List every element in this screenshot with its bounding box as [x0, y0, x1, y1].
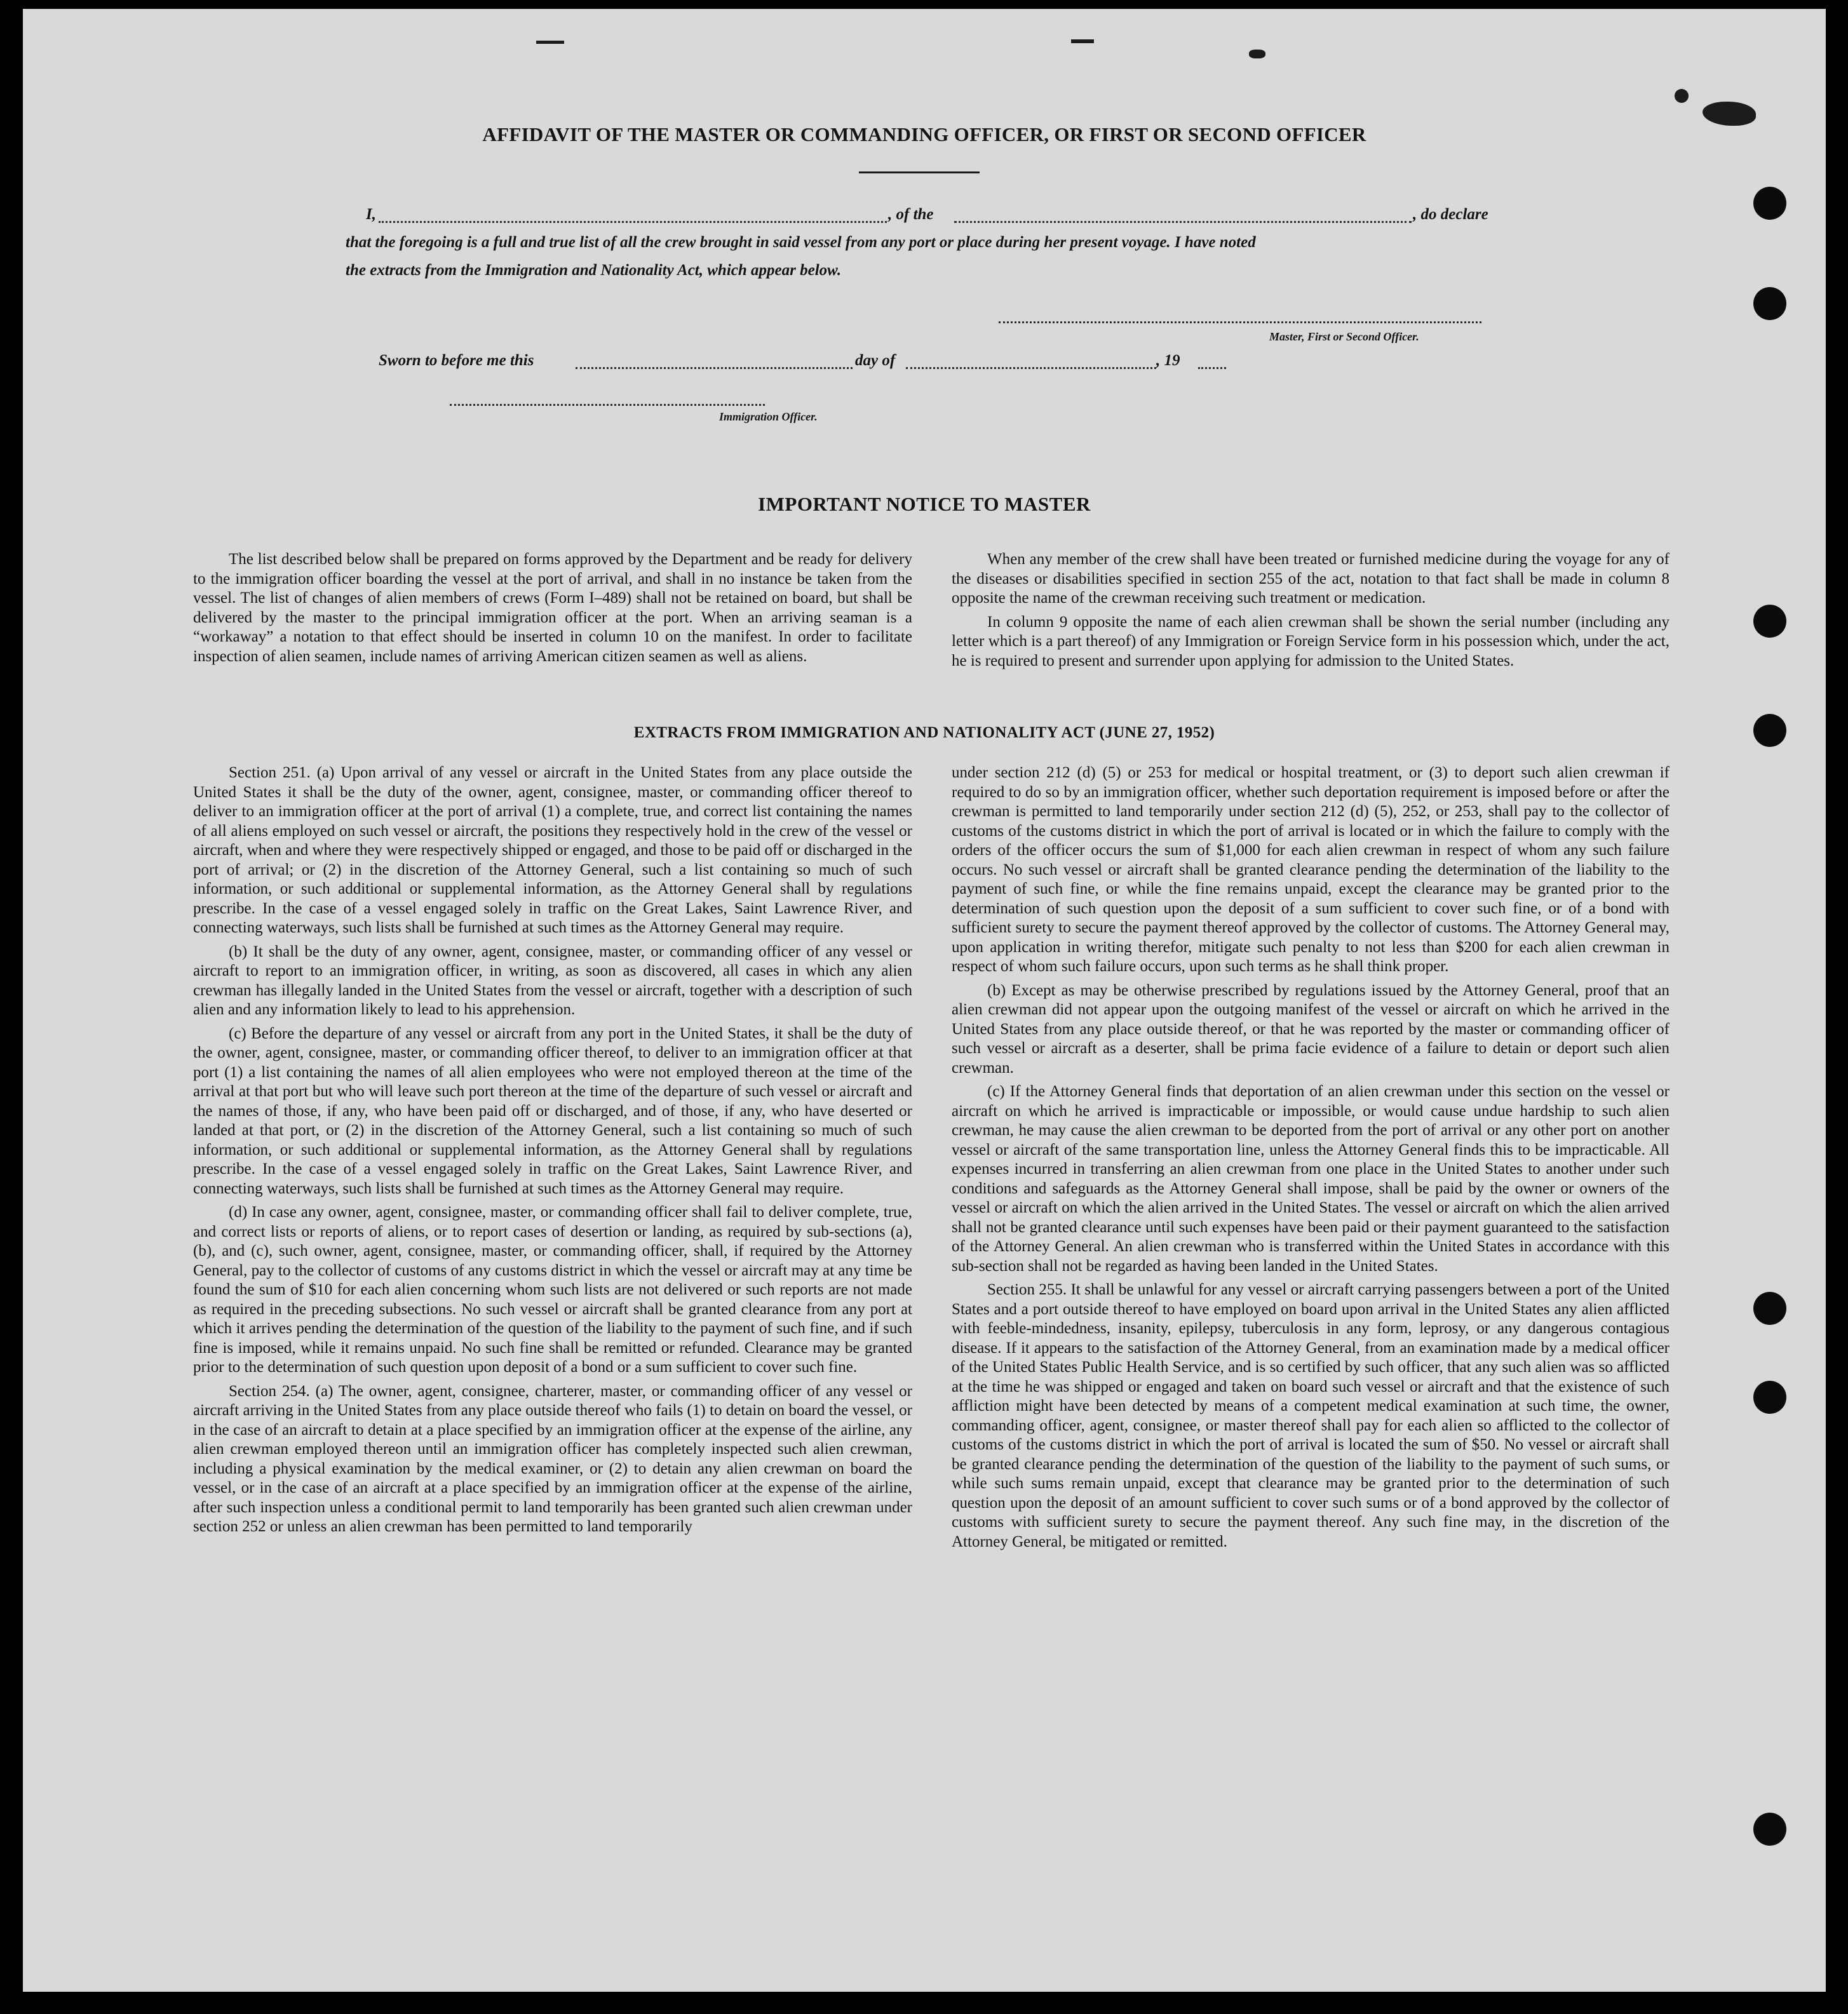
ink-smudge — [1249, 50, 1265, 58]
affidavit-title: AFFIDAVIT OF THE MASTER OR COMMANDING OFFICER, OR FIRST OR SECOND OFFICER — [482, 123, 1366, 145]
document-page — [23, 9, 1826, 1992]
section-255: Section 255. It shall be unlawful for any vessel or aircraft carrying passengers between a port of the United States and a port outside thereof to have employed on board upon arrival in the United States any alien afflicted with feeble-mindedness, insanity, epilepsy, tuberculosis in any form, leprosy, or any dangerous contagious disease. If it appears to the satisfaction of the Attorney General, from an examination made by a medical officer of the United States Public Health Service, and is so certified by such officer, that any such alien was so afflicted at the time he was shipped or engaged and taken on board such vessel or aircraft and that the existence of such affliction might have been detected by means of a competent medical examination at such time, the owner, commanding officer, agent, consignee, or master thereof shall pay for each alien so afflicted to the collector of customs of the customs district in which the port of arrival is located the sum of $50. No vessel or aircraft shall be granted clearance pending the determination of the question of the liability to the payment of such sums, or while such sums remain unpaid, except that clearance may be granted prior to the determination of such question upon the deposit of an amount sufficient to cover such sums or of a bond approved by the collector of customs with sufficient surety to secure the payment thereof. Any such fine may, in the discretion of the Attorney General, be mitigated or remitted. — [952, 1281, 1669, 1550]
punch-hole — [1753, 287, 1786, 320]
punch-hole — [1753, 1381, 1786, 1414]
ink-smudge — [1703, 102, 1756, 126]
sworn-year-field[interactable] — [1198, 367, 1226, 369]
notice-right-paragraph-1: When any member of the crew shall have been treated or furnished medicine during the voyage for any of the diseases or disabilities specified in section 255 of the act, notation to that fact shall be made in column 8 opposite the name of the crewman receiving such treatment or medication. — [952, 551, 1669, 607]
section-251d: (d) In case any owner, agent, consignee, master, or commanding officer shall fail to deliver complete, true, and correct lists or reports of aliens, or to report cases of desertion or landing, as required by sub-sections (a), (b), and (c), such owner, agent, consignee, master, or commanding officer, shall, if required by the Attorney General, pay to the collector of customs of any customs district in which the vessel or aircraft may at any time be found the sum of $10 for each alien concerning whom such lists are not delivered or such reports are not made as required in the preceding subsections. No such vessel or aircraft shall be granted clearance from any port at which it arrives pending the determination of the question of the liability to the payment of such fine, and if such fine is imposed, while it remains unpaid. No such fine shall be remitted or refunded. Clearance may be granted prior to the determination of such question upon deposit of a bond or a sum sufficient to cover such fine. — [193, 1204, 912, 1376]
notice-right-paragraph-2: In column 9 opposite the name of each alien crewman shall be shown the serial number (including any letter which is a part thereof) of any Immigration or Foreign Service form in his possession which, under the act, he is required to present and surrender upon applying for admission to the United States. — [952, 613, 1669, 669]
section-254a: Section 254. (a) The owner, agent, consignee, charterer, master, or commanding officer of any vessel or aircraft arriving in the United States from any place outside thereof who fails (1) to detain on board the vessel, or in the case of an aircraft to detain at a place specified by an immigration officer at the expense of the airline, any alien crewman employed thereon until an immigration officer has completely inspected such alien crewman, including a physical examination by the medical examiner, or (2) to detain any alien crewman on board the vessel, or in the case of an aircraft at a place specified by an immigration officer at the expense of the airline, after such inspection unless a conditional permit to land temporarily has been granted such alien crewman under section 252 or unless an alien crewman has been permitted to land temporarily — [193, 1382, 912, 1535]
section-254b: (b) Except as may be otherwise prescribed by regulations issued by the Attorney General, proof that an alien crewman did not appear upon the outgoing manifest of the vessel or aircraft on which he arrived in the United States from any place outside thereof, or that he was reported by the master or commanding officer of such vessel or aircraft as a deserter, shall be prima facie evidence of a failure to detain or deport such alien crewman. — [952, 981, 1669, 1077]
extracts-right-column — [952, 763, 1669, 1556]
extracts-title: EXTRACTS FROM IMMIGRATION AND NATIONALITY ACT (JUNE 27, 1952) — [633, 724, 1215, 741]
year-prefix-label: , 19 — [1156, 352, 1180, 369]
immigration-officer-label: Immigration Officer. — [719, 410, 818, 423]
punch-hole — [1753, 1292, 1786, 1325]
statement-line-1: that the foregoing is a full and true list of all the crew brought in said vessel from any port or place during her present voyage. I have noted — [346, 234, 1256, 251]
section-254c: (c) If the Attorney General finds that deportation of an alien crewman under this section on the vessel or aircraft on which he arrived is impracticable or impossible, or would cause undue hardship to such alien crewman, he may cause the alien crewman to be deported from the port of arrival or any other port on another vessel or aircraft of the same transportation line, unless the Attorney General finds this to be impracticable. All expenses incurred in transferring an alien crewman from one place in the United States to another under such conditions and safeguards as the Attorney General shall impose, shall be paid by the owner or owners of the vessel or aircraft on which the alien arrived in the United States. The vessel or aircraft on which the alien arrived shall not be granted clearance until such expenses have been paid or their payment guaranteed to the satisfaction of the Attorney General. An alien crewman who is transferred within the United States in accordance with this sub-section shall not be regarded as having been landed in the United States. — [952, 1083, 1669, 1275]
section-254a-continued: under section 212 (d) (5) or 253 for medical or hospital treatment, or (3) to deport such alien crewman if required to do so by an immigration officer, whether such deportation requirement is imposed before or after the crewman is permitted to land temporarily under section 212 (d) (5), 252, or 253, shall pay to the collector of customs of the customs district in which the port of arrival is located or in which the failure to comply with the orders of the officer occurs the sum of $1,000 for each alien crewman in respect of whom any such failure occurs. No such vessel or aircraft shall be granted clearance pending the determination of the liability to the payment of such fine, or while the fine remains unpaid, except the clearance may be granted prior to the determination of such question upon the deposit of a sum sufficient to cover such fine, or of a bond with sufficient surety to secure the payment thereof approved by the collector of customs. The Attorney General may, upon application in writing therefor, mitigate such penalty to not less than $200 for each alien crewman in respect of whom such failure occurs, upon such terms as he shall think proper. — [952, 764, 1669, 975]
ink-smudge — [1675, 89, 1689, 103]
sworn-month-field[interactable] — [906, 367, 1156, 369]
sworn-before-label: Sworn to before me this — [379, 352, 534, 369]
notice-title: IMPORTANT NOTICE TO MASTER — [758, 493, 1091, 515]
day-of-label: day of — [855, 352, 896, 369]
statement-line-2: the extracts from the Immigration and Nationality Act, which appear below. — [346, 262, 842, 279]
section-251c: (c) Before the departure of any vessel or aircraft from any port in the United States, it shall be the duty of the owner, agent, consignee, master, or commanding officer thereof, to deliver to an immigration officer at that port (1) a list containing the names of all alien employees who were not employed thereon at the time of the arrival at that port but who will leave such port thereon at the time of the departure of such vessel or aircraft and the names of those, if any, who have been paid off or discharged, and of those, if any, who have deserted or landed at that port, or (2) in the discretion of the Attorney General, such a list containing so much of such information, or such additional or supplemental information, as the Attorney General shall by regulations prescribe. In the case of a vessel engaged solely in traffic on the Great Lakes, Saint Lawrence River, and connecting waterways, such lists shall be furnished at such times as the Attorney General may require. — [193, 1024, 912, 1197]
section-251b: (b) It shall be the duty of any owner, agent, consignee, master, or commanding officer of any vessel or aircraft to report to an immigration officer, in writing, as soon as discovered, all cases in which any alien crewman has illegally landed in the United States from the vessel or aircraft, together with a description of such alien and any information likely to lead to his apprehension. — [193, 943, 912, 1018]
punch-hole — [1753, 605, 1786, 638]
section-251a: Section 251. (a) Upon arrival of any vessel or aircraft in the United States from any place outside the United States it shall be the duty of the owner, agent, consignee, master, or commanding officer thereof to deliver to an immigration officer at the port of arrival (1) a complete, true, and correct list containing the names of all aliens employed on such vessel or aircraft, the positions they respectively hold in the crew of the vessel or aircraft, when and where they were respectively shipped or engaged, and those to be paid off or discharged in the port of arrival; or (2) in the discretion of the Attorney General, such a list containing so much of such information, or such additional or supplemental information, as the Attorney General shall by regulations prescribe. In the case of a vessel engaged solely in traffic on the Great Lakes, Saint Lawrence River, and connecting waterways, such lists shall be furnished at such times as the Attorney General may require. — [193, 764, 912, 936]
notice-left-paragraph: The list described below shall be prepared on forms approved by the Department and be ready for delivery to the immigration officer boarding the vessel at the port of arrival, and shall in no instance be taken from the vessel. The list of changes of alien members of crews (Form I–489) shall not be retained on board, but shall be delivered by the master to the principal immigration officer at the port. When an arriving seaman is a “workaway” a notation to that effect should be inserted in column 10 on the manifest. In order to facilitate inspection of alien seamen, include names of arriving American citizen seamen as well as aliens. — [193, 551, 912, 665]
punch-hole — [1753, 1813, 1786, 1846]
punch-hole — [1753, 187, 1786, 220]
sworn-day-field[interactable] — [576, 367, 853, 369]
master-signature-label: Master, First or Second Officer. — [1269, 330, 1419, 343]
title-underline — [859, 171, 980, 173]
ink-smudge — [536, 41, 564, 44]
vessel-name-field[interactable] — [954, 221, 1412, 223]
immigration-officer-signature-field[interactable] — [450, 404, 765, 406]
notice-left-column — [193, 550, 912, 671]
ink-smudge — [1071, 39, 1094, 43]
declarant-name-field[interactable] — [379, 221, 887, 223]
declare-i-label: I, — [366, 206, 376, 223]
extracts-left-column — [193, 763, 912, 1541]
punch-hole — [1753, 714, 1786, 747]
notice-right-column — [952, 550, 1669, 675]
declare-do-declare-label: , do declare — [1413, 206, 1488, 223]
declare-of-the-label: , of the — [888, 206, 934, 223]
master-signature-field[interactable] — [999, 321, 1481, 323]
